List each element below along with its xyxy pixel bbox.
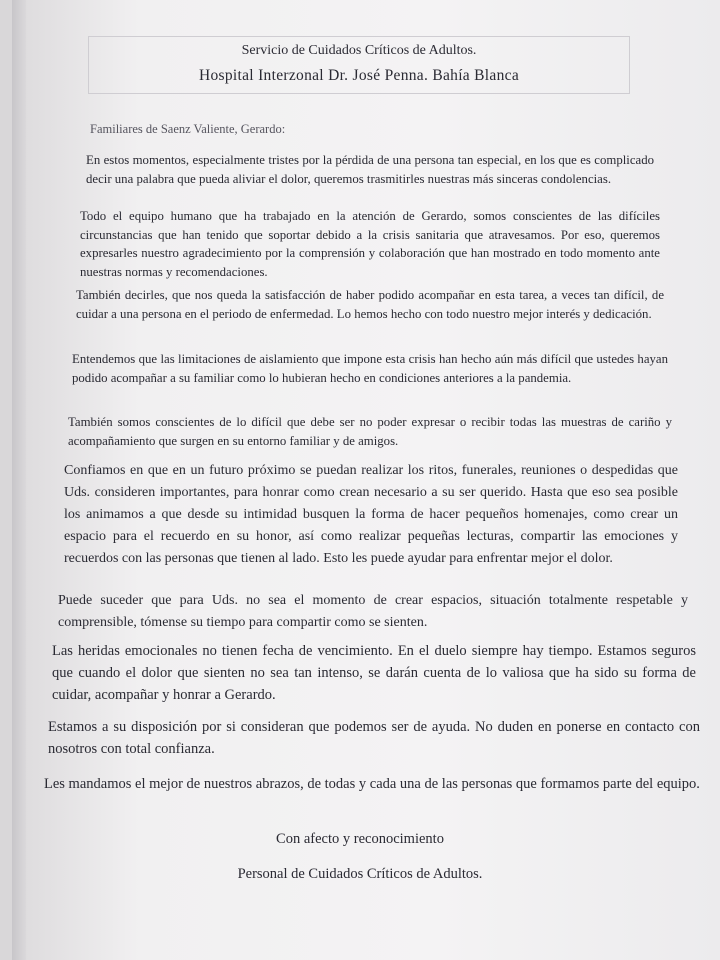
page-shadow-edge <box>12 0 26 960</box>
paragraph-4: Entendemos que las limitaciones de aislamiento que impone esta crisis han hecho aún más difícil que ustedes hayan podido acompañar a su familiar como lo hubieran hecho en condiciones anteriores a la pandemia. <box>72 352 668 385</box>
paragraph-9: Estamos a su disposición por si consideran que podemos ser de ayuda. No duden en ponerse en contacto con nosotros con total confianza. <box>48 719 700 757</box>
paragraph-10: Les mandamos el mejor de nuestros abrazos, de todas y cada una de las personas que formamos parte del equipo. <box>44 776 700 792</box>
salutation: Familiares de Saenz Valiente, Gerardo: <box>90 122 286 136</box>
paragraph-6: Confiamos en que en un futuro próximo se puedan realizar los ritos, funerales, reuniones o despedidas que Uds. consideren importantes, para honrar como crean necesario a su ser querido. Hasta que eso sea posible los animamos a que desde su intimidad busquen la forma de hacer pequeños homenajes, como crear un espacio para el recuerdo en su honor, así como realizar pequeñas lecturas, compartir las emociones y recuerdos con las personas que tienen al lado. Esto les puede ayudar para enfrentar mejor el dolor. <box>64 463 678 566</box>
letterhead-line-1: Servicio de Cuidados Críticos de Adultos. <box>241 43 477 58</box>
closing-signature: Personal de Cuidados Críticos de Adultos. <box>237 866 483 882</box>
paragraph-3: También decirles, que nos queda la satisfacción de haber podido acompañar en esta tarea, a veces tan difícil, de cuidar a una persona en el periodo de enfermedad. Lo hemos hecho con todo nuestro mejor interés y dedicación. <box>76 288 664 321</box>
paragraph-5: También somos conscientes de lo difícil que debe ser no poder expresar o recibir todas las muestras de cariño y acompañamiento que surgen en su entorno familiar y de amigos. <box>68 415 672 448</box>
paragraph-1: En estos momentos, especialmente tristes por la pérdida de una persona tan especial, en los que es complicado decir una palabra que pueda aliviar el dolor, queremos trasmitirles nuestras más sinceras condolencias. <box>86 153 654 186</box>
paragraph-8: Las heridas emocionales no tienen fecha de vencimiento. En el duelo siempre hay tiempo. Estamos seguros que cuando el dolor que sienten no sea tan intenso, se darán cuenta de lo valiosa que ha sido su forma de cuidar, acompañar y honrar a Gerardo. <box>52 643 696 703</box>
paragraph-7: Puede suceder que para Uds. no sea el momento de crear espacios, situación totalmente respetable y comprensible, tómense su tiempo para compartir como se sienten. <box>58 593 688 630</box>
paragraph-2: Todo el equipo humano que ha trabajado en la atención de Gerardo, somos conscientes de las difíciles circunstancias que han tenido que soportar debido a la crisis sanitaria que atravesamos. Por eso, queremos expresarles nuestro agradecimiento por la comprensión y colaboración que han mostrado en todo momento ante nuestras normas y recomendaciones. <box>80 209 660 279</box>
letterhead-line-2: Hospital Interzonal Dr. José Penna. Bahía Blanca <box>198 67 519 84</box>
closing-line-1: Con afecto y reconocimiento <box>276 831 444 847</box>
letterhead-box <box>88 36 630 94</box>
